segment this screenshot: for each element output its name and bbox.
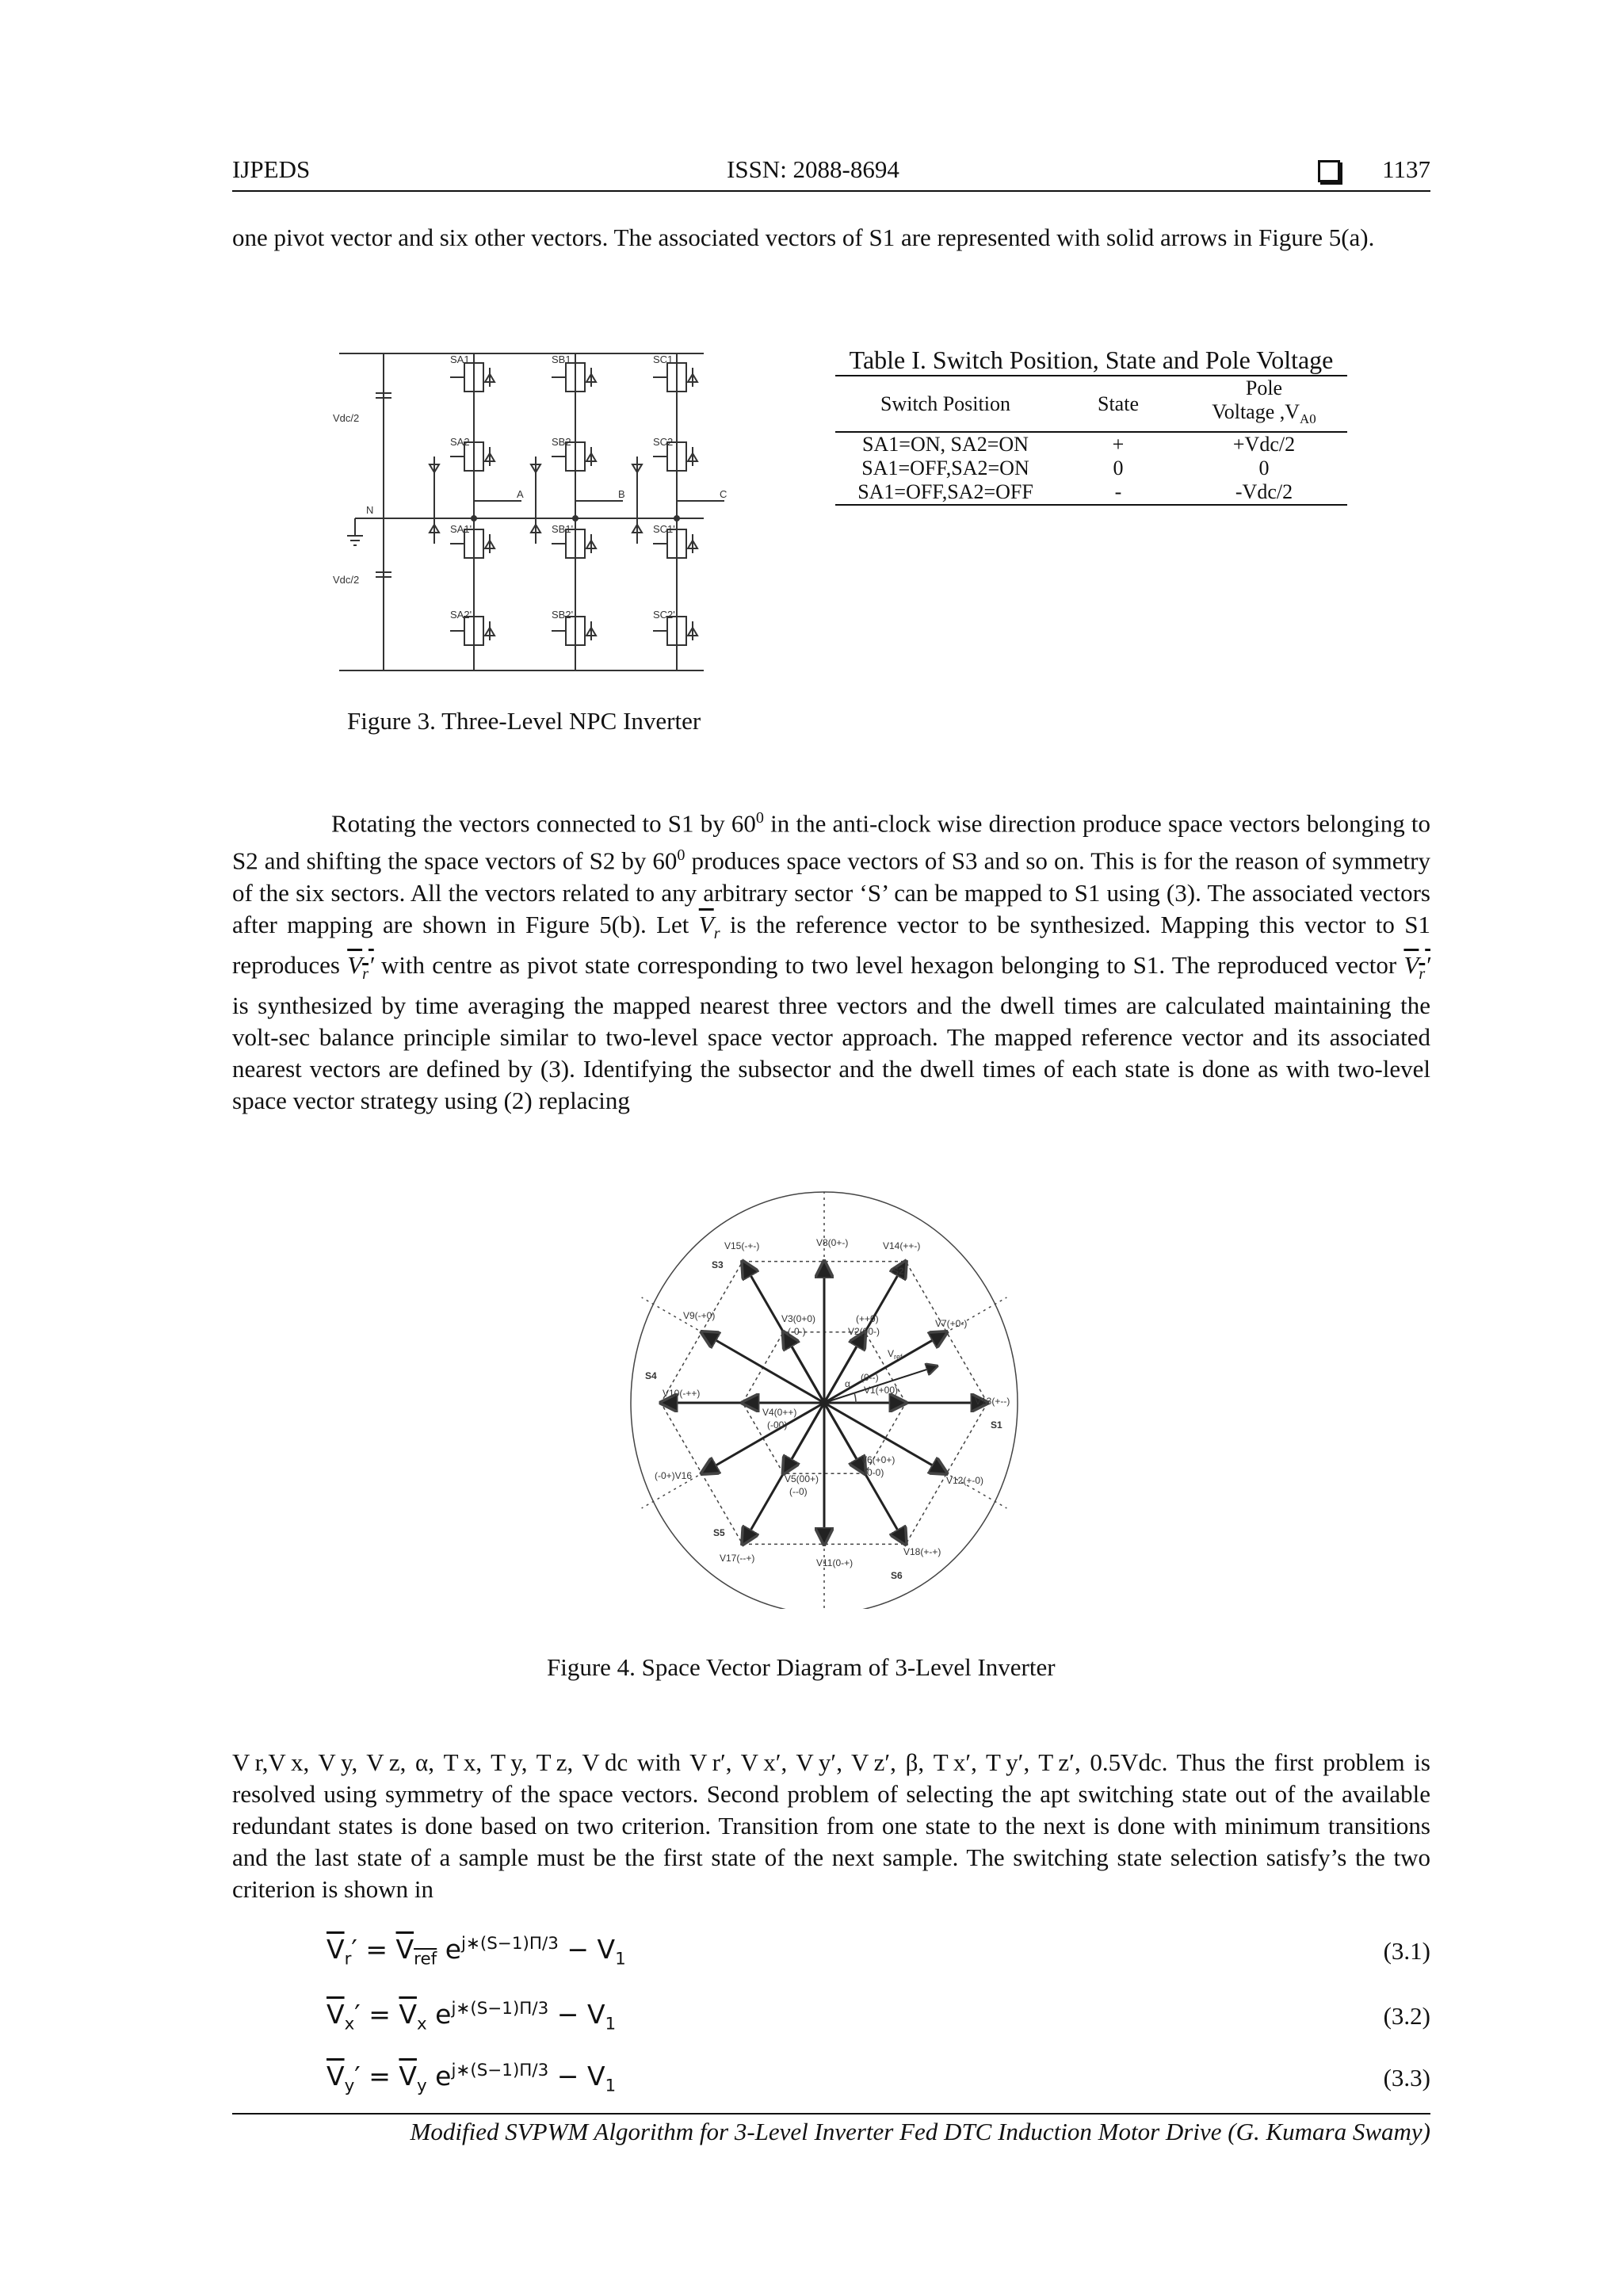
table-header-voltage: Pole Voltage $,V_{A0}$ [1212, 376, 1316, 427]
vector-v12: V12(+-0) [946, 1475, 984, 1486]
table-header-state: State [1098, 392, 1139, 415]
equation-3-3: $\overline{V}_y' = \overline{V}_y$ $e^{j∗(S-1)\Pi/3} - V_1$ [327, 2061, 617, 2096]
vector-v4-redundant: (-00) [767, 1419, 788, 1431]
vector-v4: V4(0++) [762, 1407, 797, 1418]
sc1p-label: SC1' [653, 523, 675, 535]
equation-number-3-2: (3.2) [1383, 2002, 1430, 2030]
sc2p-label: SC2' [653, 609, 675, 621]
equation-number-3-3: (3.3) [1383, 2064, 1430, 2092]
journal-name: IJPEDS [232, 155, 311, 183]
vector-v3: V3(0+0) [781, 1313, 816, 1324]
square-icon [1318, 160, 1340, 182]
sb1p-label: SB1' [552, 523, 574, 535]
figure-4-caption: Figure 4. Space Vector Diagram of 3-Level Inverter [547, 1653, 1056, 1681]
figure-3-circuit [331, 346, 737, 678]
vector-v1: V1(+00) [864, 1385, 899, 1396]
vector-v3-redundant: (-0-) [788, 1326, 806, 1337]
vector-v8: V8(0+-) [816, 1237, 849, 1248]
vdc-top-label: Vdc/2 [333, 412, 360, 424]
sc1-label: SC1 [653, 353, 674, 365]
table-row: SA1=OFF,SA2=OFF - -Vdc/2 [835, 480, 1347, 505]
paragraph-3: V r,V x, V y, V z, α, T x, T y, T z, V dc with V r′, V x′, V y′, V z′, β, T x′, T y′, T z′, 0.5Vdc. Thus the first problem is resolved using symmetry of the space vectors. Second problem of selecting the apt switching state out of the available redundant states is done based on two criterion. Transition from one state to the next is done with minimum transitions and the last state of a sample must be the first state of the next sample. The switching state selection satisfy’s the two criterion is shown in [232, 1748, 1430, 1903]
paragraph-2: Rotating the vectors connected to S1 by $60^0$ in the anti-clock wise direction produce space vectors belonging to S2 and shifting the space vectors of S2 by $60^0$ produces space vectors of S3 and so on. This is for the reason of symmetry of the six sectors. All the vectors related to any arbitrary sector ‘S’ can be mapped to S1 using (3). The associated vectors after mapping are shown in Figure 5(b). Let $\overline{V}_r$ is the reference vector to be synthesized. Mapping this vector to S1 reproduces $V_r'$ with centre as pivot state corresponding to two level hexagon belonging to S1. The reproduced vector $V_r'$ is synthesized by time averaging the mapped nearest three vectors and the dwell times are calculated maintaining the volt-sec balance principle similar to two-level space vector approach. The mapped reference vector and its associated nearest vectors are defined by (3). Identifying the subsector and the dwell times of each state is done as with two-level space vector strategy using (2) replacing [232, 809, 1430, 1115]
vector-v14: V14(++-) [883, 1240, 921, 1251]
vector-v18: V18(+-+) [903, 1546, 941, 1557]
vector-v16: (-0+)V16 [655, 1470, 693, 1481]
vector-v2: V2(00-) [848, 1326, 880, 1337]
vector-v13: V13(+--) [975, 1396, 1010, 1407]
table-1-title: Table I. Switch Position, State and Pole Voltage [849, 346, 1334, 374]
vector-v6-redundant: (0-0) [864, 1467, 884, 1478]
sb2-label: SB2 [552, 436, 571, 448]
figure-4-space-vector-diagram [626, 1181, 1022, 1609]
figure-3-caption: Figure 3. Three-Level NPC Inverter [347, 707, 701, 735]
phase-a-label: A [517, 488, 524, 500]
page-number: 1137 [1382, 155, 1430, 183]
sb2p-label: SB2' [552, 609, 574, 621]
sa2p-label: SA2' [450, 609, 472, 621]
table-1-grid [835, 375, 1347, 506]
sector-s5: S5 [713, 1527, 725, 1538]
table-1 [834, 346, 1349, 506]
sa1-label: SA1 [450, 353, 470, 365]
equation-number-3-1: (3.1) [1383, 1937, 1430, 1965]
vector-v11: V11(0-+) [816, 1557, 854, 1568]
sector-s4: S4 [645, 1370, 657, 1381]
sa1p-label: SA1' [450, 523, 472, 535]
sa2-label: SA2 [450, 436, 470, 448]
vdc-bottom-label: Vdc/2 [333, 574, 360, 586]
vector-v5-redundant: (--0) [789, 1486, 808, 1497]
vector-v5: V5(00+) [785, 1473, 819, 1484]
vector-vref: $V_{ref}$ [888, 1348, 903, 1361]
paragraph-1: one pivot vector and six other vectors. The associated vectors of S1 are represented with solid arrows in Figure 5(a). [232, 223, 1375, 251]
sector-s1: S1 [991, 1419, 1002, 1431]
vector-v1-redundant: (0--) [861, 1372, 879, 1383]
vector-v9: V9(-+0) [683, 1310, 716, 1321]
table-row: SA1=OFF,SA2=ON 0 0 [861, 457, 1270, 480]
alpha-label: α [845, 1378, 850, 1389]
vector-v7: V7(+0-) [935, 1318, 968, 1329]
sc2-label: SC2 [653, 436, 674, 448]
phase-b-label: B [618, 488, 625, 500]
vector-v10: V10(-++) [663, 1388, 701, 1399]
sector-s2: S2 [892, 1266, 904, 1277]
phase-c-label: C [720, 488, 727, 500]
running-footer: Modified SVPWM Algorithm for 3-Level Inverter Fed DTC Induction Motor Drive (G. Kumara Swamy) [232, 2113, 1430, 2146]
equation-3-2: $\overline{V}_x' = \overline{V}_x$ $e^{j∗(S-1)\Pi/3} - V_1$ [327, 1999, 617, 2034]
vector-v15: V15(-+-) [724, 1240, 760, 1251]
sb1-label: SB1 [552, 353, 571, 365]
table-header-switch: Switch Position [880, 392, 1010, 415]
vector-v6: V6(+0+) [861, 1454, 896, 1465]
table-row: SA1=ON, SA2=ON + +Vdc/2 [862, 433, 1296, 457]
sector-s6: S6 [891, 1570, 903, 1581]
equation-3-1: $\overline{V}_r' = \overline{V}_{\overline{ref}}$ $e^{j∗(S-1)\Pi/3} - V_1$ [327, 1934, 626, 1969]
sector-s3: S3 [712, 1259, 724, 1270]
vector-v2-redundant: (++0) [856, 1313, 879, 1324]
vector-v17: V17(--+) [720, 1553, 755, 1564]
issn: ISSN: 2088-8694 [727, 155, 899, 183]
running-header [232, 155, 1430, 192]
neutral-label: N [366, 504, 374, 516]
